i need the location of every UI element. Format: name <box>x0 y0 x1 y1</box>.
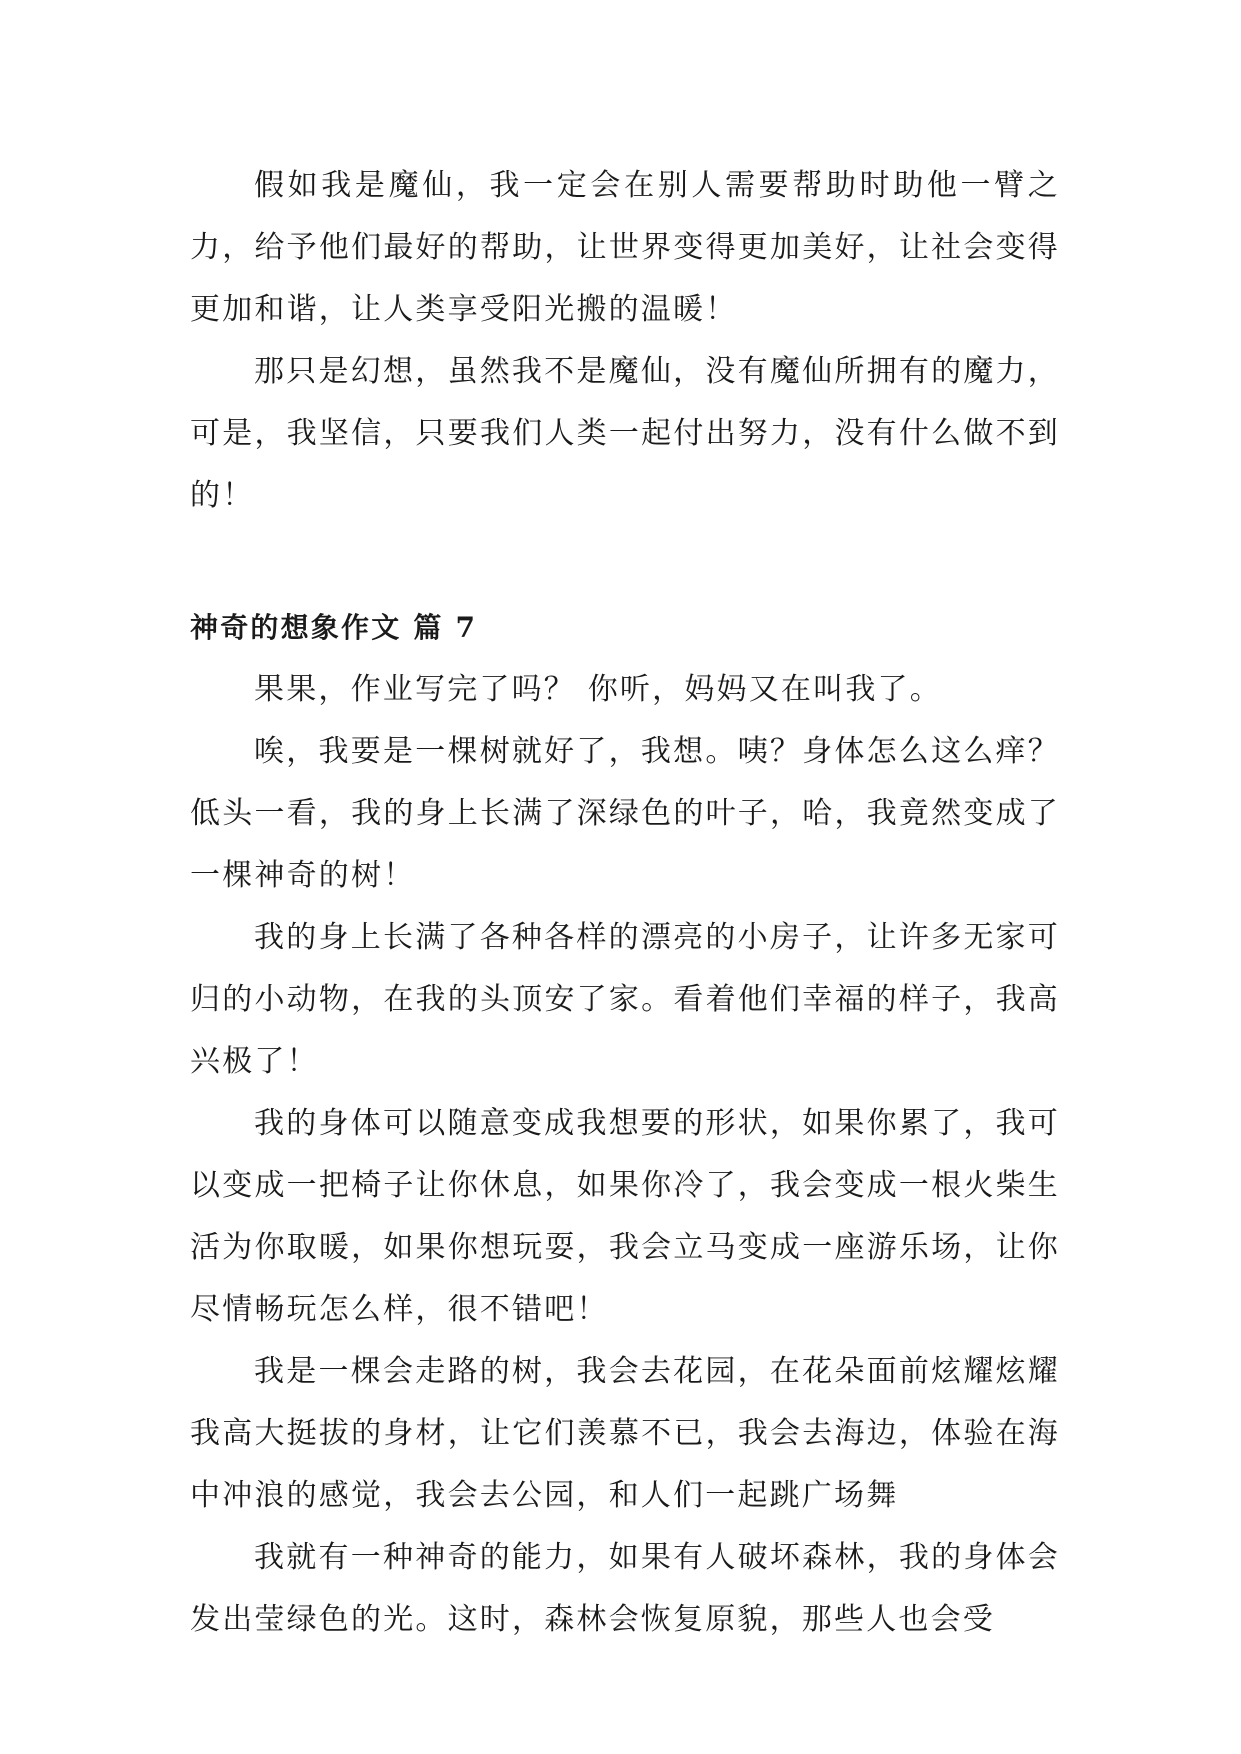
paragraph: 那只是幻想，虽然我不是魔仙，没有魔仙所拥有的魔力，可是，我坚信，只要我们人类一起付出努力，没有什么做不到的！ <box>190 354 1060 513</box>
paragraph: 我的身体可以随意变成我想要的形状，如果你累了，我可以变成一把椅子让你休息，如果你冷了，我会变成一根火柴生活为你取暖，如果你想玩耍，我会立马变成一座游乐场，让你尽情畅玩怎么样，很不错吧！ <box>190 1106 1060 1327</box>
paragraph: 我就有一种神奇的能力，如果有人破坏森林，我的身体会发出莹绿色的光。这时，森林会恢复原貌，那些人也会受 <box>190 1540 1060 1637</box>
paragraph: 果果，作业写完了吗？ 你听，妈妈又在叫我了。 <box>254 672 942 707</box>
document-page <box>190 155 1060 1651</box>
paragraph: 我是一棵会走路的树，我会去花园，在花朵面前炫耀炫耀我高大挺拔的身材，让它们羡慕不已，我会去海边，体验在海中冲浪的感觉，我会去公园，和人们一起跳广场舞 <box>190 1354 1060 1513</box>
section-title: 神奇的想象作文 篇 7 <box>190 611 478 644</box>
paragraph: 假如我是魔仙，我一定会在别人需要帮助时助他一臂之力，给予他们最好的帮助，让世界变得更加美好，让社会变得更加和谐，让人类享受阳光搬的温暖！ <box>190 168 1060 327</box>
paragraph: 唉，我要是一棵树就好了，我想。咦？身体怎么这么痒？低头一看，我的身上长满了深绿色的叶子，哈，我竟然变成了一棵神奇的树！ <box>190 734 1060 893</box>
paragraph: 我的身上长满了各种各样的漂亮的小房子，让许多无家可归的小动物，在我的头顶安了家。看着他们幸福的样子，我高兴极了！ <box>190 920 1060 1079</box>
